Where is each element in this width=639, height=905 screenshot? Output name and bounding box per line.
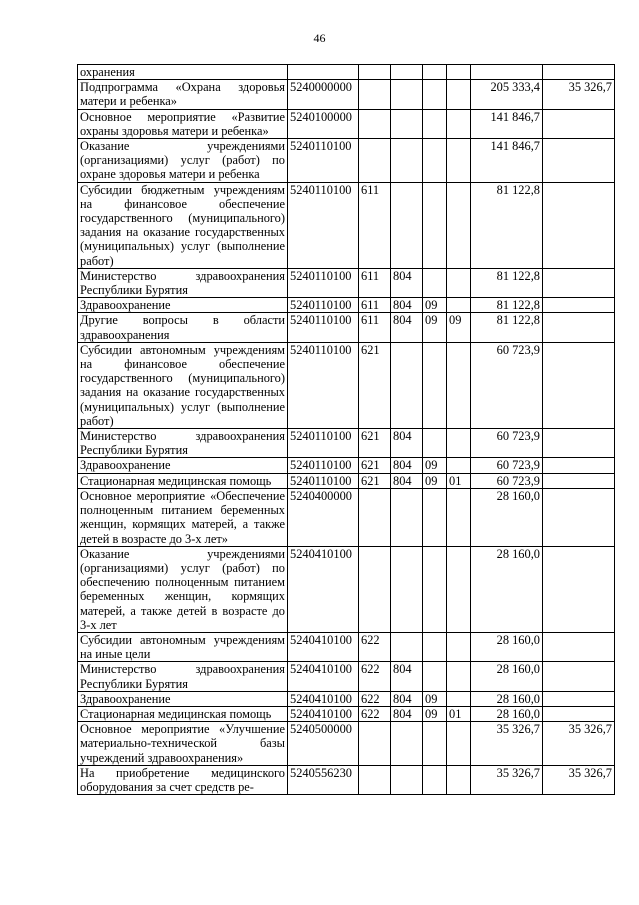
amount-federal — [543, 662, 615, 691]
expense-type-code — [359, 139, 391, 183]
expense-type-code: 611 — [359, 182, 391, 268]
subsection-code — [447, 458, 471, 473]
amount-federal — [543, 313, 615, 342]
expense-type-code: 611 — [359, 298, 391, 313]
table-row — [78, 632, 615, 661]
row-name: Министерство здравоохранения Республики Бурятия — [78, 662, 288, 691]
amount-total: 60 723,9 — [471, 342, 543, 428]
target-article-code: 5240500000 — [288, 722, 359, 766]
target-article-code: 5240400000 — [288, 488, 359, 546]
table-row — [78, 65, 615, 80]
expense-type-code: 622 — [359, 706, 391, 721]
row-name: Подпрограмма «Охрана здоровья матери и ребенка» — [78, 80, 288, 109]
target-article-code: 5240110100 — [288, 473, 359, 488]
amount-total: 60 723,9 — [471, 473, 543, 488]
section-code — [423, 546, 447, 632]
ministry-code — [391, 139, 423, 183]
ministry-code — [391, 109, 423, 138]
expense-type-code — [359, 722, 391, 766]
ministry-code: 804 — [391, 706, 423, 721]
section-code: 09 — [423, 313, 447, 342]
table-row — [78, 662, 615, 691]
target-article-code: 5240556230 — [288, 765, 359, 794]
ministry-code — [391, 80, 423, 109]
amount-total: 35 326,7 — [471, 765, 543, 794]
amount-total: 28 160,0 — [471, 662, 543, 691]
amount-federal — [543, 488, 615, 546]
row-name: Здравоохранение — [78, 691, 288, 706]
target-article-code: 5240110100 — [288, 458, 359, 473]
subsection-code — [447, 488, 471, 546]
expense-type-code — [359, 80, 391, 109]
row-name: Основное мероприятие «Развитие охраны здоровья матери и ребенка» — [78, 109, 288, 138]
amount-federal — [543, 182, 615, 268]
subsection-code — [447, 342, 471, 428]
amount-federal — [543, 65, 615, 80]
amount-total: 60 723,9 — [471, 429, 543, 458]
amount-federal — [543, 706, 615, 721]
section-code — [423, 65, 447, 80]
amount-federal — [543, 139, 615, 183]
row-name: Здравоохранение — [78, 458, 288, 473]
subsection-code — [447, 298, 471, 313]
table-row — [78, 473, 615, 488]
row-name: Министерство здравоохранения Республики Бурятия — [78, 268, 288, 297]
amount-federal: 35 326,7 — [543, 765, 615, 794]
table-row — [78, 458, 615, 473]
table-row — [78, 139, 615, 183]
table-row — [78, 182, 615, 268]
amount-federal: 35 326,7 — [543, 722, 615, 766]
expense-type-code: 621 — [359, 473, 391, 488]
subsection-code — [447, 109, 471, 138]
amount-total: 28 160,0 — [471, 488, 543, 546]
table-row — [78, 706, 615, 721]
section-code: 09 — [423, 458, 447, 473]
row-name: На приобретение медицинского оборудования за счет средств ре- — [78, 765, 288, 794]
amount-federal — [543, 429, 615, 458]
ministry-code: 804 — [391, 458, 423, 473]
expense-type-code: 622 — [359, 662, 391, 691]
amount-federal — [543, 342, 615, 428]
amount-total: 28 160,0 — [471, 691, 543, 706]
row-name: Другие вопросы в области здравоохранения — [78, 313, 288, 342]
target-article-code: 5240110100 — [288, 182, 359, 268]
expense-type-code — [359, 765, 391, 794]
ministry-code — [391, 488, 423, 546]
amount-federal — [543, 458, 615, 473]
amount-total: 205 333,4 — [471, 80, 543, 109]
ministry-code: 804 — [391, 429, 423, 458]
amount-federal — [543, 691, 615, 706]
target-article-code: 5240100000 — [288, 109, 359, 138]
row-name: Здравоохранение — [78, 298, 288, 313]
ministry-code — [391, 632, 423, 661]
subsection-code — [447, 632, 471, 661]
subsection-code: 01 — [447, 706, 471, 721]
target-article-code: 5240110100 — [288, 268, 359, 297]
ministry-code — [391, 546, 423, 632]
target-article-code: 5240110100 — [288, 139, 359, 183]
amount-total: 35 326,7 — [471, 722, 543, 766]
section-code — [423, 722, 447, 766]
amount-federal — [543, 632, 615, 661]
section-code — [423, 109, 447, 138]
target-article-code: 5240110100 — [288, 298, 359, 313]
expense-type-code — [359, 546, 391, 632]
section-code — [423, 342, 447, 428]
amount-federal — [543, 109, 615, 138]
section-code: 09 — [423, 691, 447, 706]
section-code — [423, 268, 447, 297]
amount-total — [471, 65, 543, 80]
ministry-code: 804 — [391, 662, 423, 691]
subsection-code — [447, 691, 471, 706]
table-row — [78, 109, 615, 138]
amount-total: 60 723,9 — [471, 458, 543, 473]
table-row — [78, 765, 615, 794]
target-article-code: 5240110100 — [288, 313, 359, 342]
table-row — [78, 429, 615, 458]
ministry-code: 804 — [391, 691, 423, 706]
amount-federal — [543, 268, 615, 297]
target-article-code: 5240410100 — [288, 662, 359, 691]
amount-total: 141 846,7 — [471, 109, 543, 138]
row-name: Основное мероприятие «Обеспечение полноценным питанием беременных женщин, кормящих матерей, а также детей в возрасте до 3-х лет» — [78, 488, 288, 546]
subsection-code — [447, 182, 471, 268]
ministry-code — [391, 765, 423, 794]
section-code — [423, 632, 447, 661]
expense-type-code: 622 — [359, 632, 391, 661]
target-article-code: 5240410100 — [288, 706, 359, 721]
ministry-code — [391, 65, 423, 80]
table-row — [78, 546, 615, 632]
amount-total: 141 846,7 — [471, 139, 543, 183]
table-row — [78, 722, 615, 766]
row-name: Стационарная медицинская помощь — [78, 706, 288, 721]
subsection-code: 09 — [447, 313, 471, 342]
ministry-code — [391, 182, 423, 268]
table-row — [78, 298, 615, 313]
section-code — [423, 429, 447, 458]
row-name: Оказание учреждениями (организациями) услуг (работ) по обеспечению полноценным питанием беременных женщин, кормящих матерей, а также детей в возрасте до 3-х лет — [78, 546, 288, 632]
subsection-code: 01 — [447, 473, 471, 488]
subsection-code — [447, 65, 471, 80]
expense-type-code: 611 — [359, 313, 391, 342]
subsection-code — [447, 268, 471, 297]
target-article-code: 5240410100 — [288, 546, 359, 632]
amount-total: 28 160,0 — [471, 546, 543, 632]
expense-type-code: 621 — [359, 342, 391, 428]
subsection-code — [447, 80, 471, 109]
amount-total: 28 160,0 — [471, 706, 543, 721]
expense-type-code — [359, 65, 391, 80]
amount-total: 81 122,8 — [471, 268, 543, 297]
table-row — [78, 268, 615, 297]
amount-total: 81 122,8 — [471, 313, 543, 342]
section-code: 09 — [423, 706, 447, 721]
target-article-code: 5240410100 — [288, 632, 359, 661]
row-name: Основное мероприятие «Улучшение материально-технической базы учреждений здравоохранения» — [78, 722, 288, 766]
expense-type-code: 621 — [359, 429, 391, 458]
ministry-code: 804 — [391, 473, 423, 488]
row-name: Стационарная медицинская помощь — [78, 473, 288, 488]
section-code: 09 — [423, 473, 447, 488]
row-name: Субсидии автономным учреждениям на иные цели — [78, 632, 288, 661]
section-code — [423, 488, 447, 546]
section-code — [423, 80, 447, 109]
amount-federal — [543, 298, 615, 313]
expense-type-code — [359, 109, 391, 138]
ministry-code — [391, 722, 423, 766]
ministry-code — [391, 342, 423, 428]
table-row — [78, 488, 615, 546]
target-article-code: 5240110100 — [288, 429, 359, 458]
section-code — [423, 182, 447, 268]
budget-table — [77, 64, 615, 795]
row-name: Субсидии автономным учреждениям на финансовое обеспечение государственного (муниципального) задания на оказание государственных (муниципальных) услуг (выполнение работ) — [78, 342, 288, 428]
subsection-code — [447, 546, 471, 632]
section-code — [423, 139, 447, 183]
table-row — [78, 313, 615, 342]
subsection-code — [447, 722, 471, 766]
expense-type-code — [359, 488, 391, 546]
expense-type-code: 611 — [359, 268, 391, 297]
expense-type-code: 622 — [359, 691, 391, 706]
ministry-code: 804 — [391, 313, 423, 342]
subsection-code — [447, 429, 471, 458]
row-name: Министерство здравоохранения Республики Бурятия — [78, 429, 288, 458]
target-article-code: 5240410100 — [288, 691, 359, 706]
subsection-code — [447, 139, 471, 183]
ministry-code: 804 — [391, 298, 423, 313]
amount-federal — [543, 473, 615, 488]
row-name: Субсидии бюджетным учреждениям на финансовое обеспечение государственного (муниципального) задания на оказание государственных (муниципальных) услуг (выполнение работ) — [78, 182, 288, 268]
target-article-code — [288, 65, 359, 80]
ministry-code: 804 — [391, 268, 423, 297]
target-article-code: 5240000000 — [288, 80, 359, 109]
section-code: 09 — [423, 298, 447, 313]
amount-federal — [543, 546, 615, 632]
page-number: 46 — [313, 31, 326, 45]
table-row — [78, 342, 615, 428]
subsection-code — [447, 662, 471, 691]
subsection-code — [447, 765, 471, 794]
expense-type-code: 621 — [359, 458, 391, 473]
amount-total: 81 122,8 — [471, 298, 543, 313]
table-body — [78, 65, 615, 795]
section-code — [423, 765, 447, 794]
row-name: Оказание учреждениями (организациями) услуг (работ) по охране здоровья матери и ребенка — [78, 139, 288, 183]
amount-total: 28 160,0 — [471, 632, 543, 661]
table-row — [78, 80, 615, 109]
amount-total: 81 122,8 — [471, 182, 543, 268]
section-code — [423, 662, 447, 691]
row-name: охранения — [78, 65, 288, 80]
table-row — [78, 691, 615, 706]
amount-federal: 35 326,7 — [543, 80, 615, 109]
target-article-code: 5240110100 — [288, 342, 359, 428]
